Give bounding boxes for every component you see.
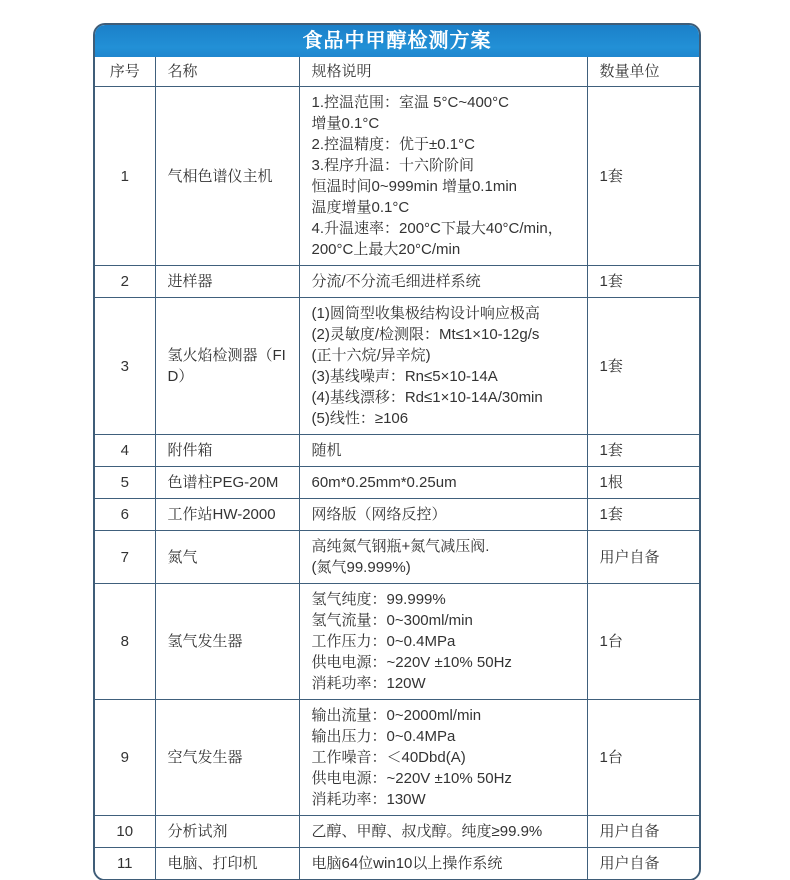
cell-index: 3 <box>95 298 155 435</box>
cell-name: 氢气发生器 <box>155 584 299 700</box>
cell-index: 7 <box>95 531 155 584</box>
cell-name: 附件箱 <box>155 435 299 467</box>
spec-line: (正十六烷/异辛烷) <box>311 347 431 364</box>
spec-line: (1)圆筒型收集极结构设计响应极高 <box>311 305 540 322</box>
column-header-qty: 数量单位 <box>587 57 699 87</box>
cell-index: 4 <box>95 435 155 467</box>
table-row <box>95 467 699 499</box>
cell-qty: 1套 <box>587 298 699 435</box>
spec-line: 4.升温速率：200°C下最大40°C/min， <box>311 220 563 237</box>
cell-qty: 用户自备 <box>587 848 699 880</box>
spec-line: 恒温时间0~999min 增量0.1min <box>311 178 517 195</box>
spec-line: 供电电源：~220V ±10% 50Hz <box>311 770 512 787</box>
cell-spec <box>299 87 587 266</box>
spec-line: 网络版（网络反控） <box>311 506 447 523</box>
spec-line: (5)线性：≥106 <box>311 410 409 427</box>
cell-spec <box>299 298 587 435</box>
spec-line: 高纯氮气钢瓶+氮气减压阀. <box>311 538 490 555</box>
table-title: 食品中甲醇检测方案 <box>95 25 699 57</box>
spec-line: (3)基线噪声：Rn≤5×10-14A <box>311 368 498 385</box>
table-row <box>95 531 699 584</box>
spec-line: 200°C上最大20°C/min <box>311 241 461 258</box>
cell-index: 5 <box>95 467 155 499</box>
cell-qty: 1套 <box>587 435 699 467</box>
cell-name: 气相色谱仪主机 <box>155 87 299 266</box>
cell-name: 空气发生器 <box>155 700 299 816</box>
column-header-spec: 规格说明 <box>299 57 587 87</box>
table-row <box>95 816 699 848</box>
cell-spec <box>299 584 587 700</box>
spec-line: 60m*0.25mm*0.25um <box>311 474 457 491</box>
cell-spec <box>299 266 587 298</box>
cell-name: 色谱柱PEG-20M <box>155 467 299 499</box>
cell-index: 9 <box>95 700 155 816</box>
spec-line: 输出压力：0~0.4MPa <box>311 728 456 745</box>
spec-table <box>93 23 701 880</box>
cell-name: 电脑、打印机 <box>155 848 299 880</box>
table-row <box>95 87 699 266</box>
cell-qty: 1套 <box>587 87 699 266</box>
spec-line: 3.程序升温：十六阶阶间 <box>311 157 475 174</box>
table-row <box>95 848 699 880</box>
spec-table-grid <box>95 57 699 879</box>
spec-line: 增量0.1°C <box>311 115 380 132</box>
spec-line: 乙醇、甲醇、叔戊醇。纯度≥99.9% <box>311 823 543 840</box>
cell-qty: 1台 <box>587 700 699 816</box>
cell-spec <box>299 499 587 531</box>
table-row <box>95 499 699 531</box>
spec-line: 氢气流量：0~300ml/min <box>311 612 473 629</box>
cell-qty: 1根 <box>587 467 699 499</box>
cell-index: 10 <box>95 816 155 848</box>
cell-qty: 用户自备 <box>587 531 699 584</box>
header-row <box>95 57 699 87</box>
cell-qty: 1套 <box>587 266 699 298</box>
cell-name: 氮气 <box>155 531 299 584</box>
spec-line: (4)基线漂移：Rd≤1×10-14A/30min <box>311 389 543 406</box>
spec-line: 随机 <box>311 442 342 459</box>
spec-line: 供电电源：~220V ±10% 50Hz <box>311 654 512 671</box>
spec-line: 氢气纯度：99.999% <box>311 591 446 608</box>
spec-line: 消耗功率：130W <box>311 791 426 808</box>
table-row <box>95 700 699 816</box>
cell-name: 进样器 <box>155 266 299 298</box>
spec-line: 输出流量：0~2000ml/min <box>311 707 482 724</box>
cell-spec <box>299 700 587 816</box>
spec-line: 消耗功率：120W <box>311 675 426 692</box>
cell-name: 分析试剂 <box>155 816 299 848</box>
spec-line: 1.控温范围：室温 5°C~400°C <box>311 94 509 111</box>
cell-spec <box>299 531 587 584</box>
cell-qty: 用户自备 <box>587 816 699 848</box>
column-header-index: 序号 <box>95 57 155 87</box>
spec-line: 温度增量0.1°C <box>311 199 410 216</box>
cell-spec <box>299 816 587 848</box>
table-body <box>95 87 699 880</box>
spec-line: 分流/不分流毛细进样系统 <box>311 273 481 290</box>
spec-line: (氮气99.999%) <box>311 559 411 576</box>
cell-index: 2 <box>95 266 155 298</box>
cell-qty: 1套 <box>587 499 699 531</box>
cell-spec <box>299 848 587 880</box>
spec-line: (2)灵敏度/检测限：Mt≤1×10-12g/s <box>311 326 540 343</box>
table-row <box>95 298 699 435</box>
column-header-name: 名称 <box>155 57 299 87</box>
spec-line: 工作压力：0~0.4MPa <box>311 633 456 650</box>
cell-index: 6 <box>95 499 155 531</box>
cell-name: 氢火焰检测器（FID） <box>155 298 299 435</box>
spec-line: 工作噪音：＜40Dbd(A) <box>311 749 466 766</box>
spec-line: 电脑64位win10以上操作系统 <box>311 855 503 872</box>
cell-qty: 1台 <box>587 584 699 700</box>
cell-name: 工作站HW-2000 <box>155 499 299 531</box>
cell-index: 8 <box>95 584 155 700</box>
table-row <box>95 584 699 700</box>
table-row <box>95 266 699 298</box>
table-row <box>95 435 699 467</box>
spec-line: 2.控温精度：优于±0.1°C <box>311 136 475 153</box>
cell-spec <box>299 467 587 499</box>
cell-spec <box>299 435 587 467</box>
cell-index: 1 <box>95 87 155 266</box>
cell-index: 11 <box>95 848 155 880</box>
